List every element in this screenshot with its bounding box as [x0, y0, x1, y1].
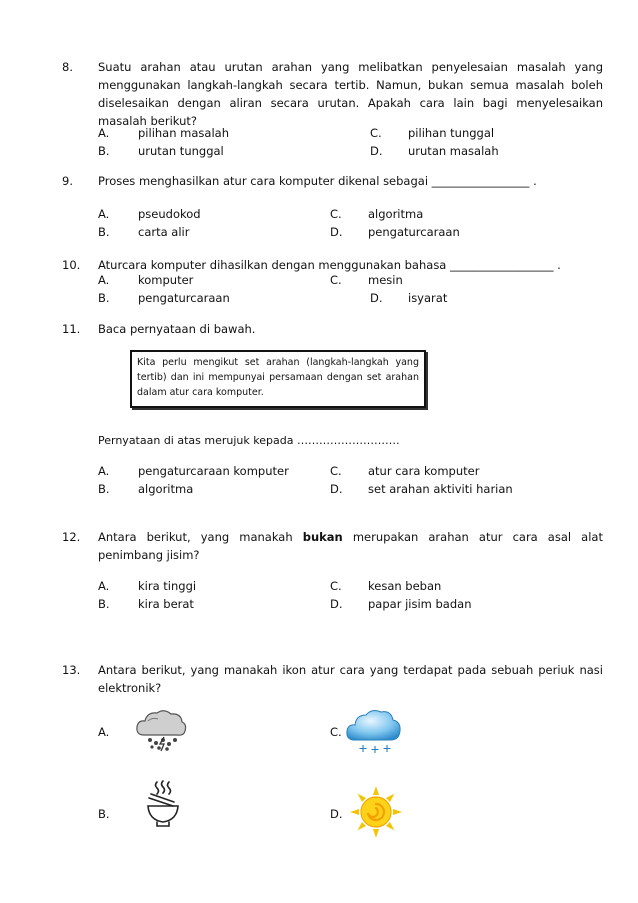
option-text: kira tinggi: [138, 579, 197, 593]
option-letter: B.: [98, 597, 110, 611]
question-prompt: Pernyataan di atas merujuk kepada ……………………….: [98, 434, 400, 447]
option-letter: C.: [330, 207, 342, 221]
question-number: 12.: [62, 530, 81, 544]
option-letter: C.: [330, 579, 342, 593]
question-number: 8.: [62, 60, 73, 74]
option-text: pengaturcaraan komputer: [138, 464, 289, 478]
option-letter: C.: [330, 464, 342, 478]
storm-cloud-icon: [134, 707, 188, 753]
option-letter: C.: [330, 273, 342, 287]
option-text: carta alir: [138, 225, 190, 239]
option-letter: A.: [98, 464, 110, 478]
question-text: Suatu arahan atau urutan arahan yang melibatkan penyelesaian masalah yang menggunakan langkah-langkah secara tertib. Namun, bukan semua masalah boleh diselesaikan dengan aliran secara urutan. Apakah cara lain bagi menyelesaikan masalah berikut?: [98, 60, 603, 128]
option-text: pilihan masalah: [138, 126, 229, 140]
option-text: set arahan aktiviti harian: [368, 482, 513, 496]
option-letter: D.: [370, 144, 383, 158]
option-text: urutan tunggal: [138, 144, 224, 158]
option-text: komputer: [138, 273, 194, 287]
rice-bowl-icon: [143, 780, 183, 828]
option-letter: C.: [370, 126, 382, 140]
option-letter: B.: [98, 225, 110, 239]
option-letter: B.: [98, 144, 110, 158]
option-text: algoritma: [368, 207, 424, 221]
option-letter: A.: [98, 725, 110, 739]
option-letter: C.: [330, 725, 342, 739]
snow-cloud-icon: [345, 706, 403, 756]
option-text: atur cara komputer: [368, 464, 480, 478]
question-text: Aturcara komputer dihasilkan dengan menggunakan bahasa __________________ .: [98, 258, 561, 272]
option-text: pseudokod: [138, 207, 201, 221]
question-text-part: Antara berikut, yang manakah: [98, 530, 293, 544]
option-letter: A.: [98, 126, 110, 140]
option-letter: A.: [98, 207, 110, 221]
question-text-part: merupakan arahan atur cara asal alat penimbang jisim?: [98, 530, 603, 562]
option-letter: D.: [370, 291, 383, 305]
option-letter: B.: [98, 807, 110, 821]
option-letter: A.: [98, 273, 110, 287]
question-number: 9.: [62, 174, 73, 188]
option-text: urutan masalah: [408, 144, 499, 158]
question-number: 11.: [62, 322, 81, 336]
question-text: Antara berikut, yang manakah ikon atur cara yang terdapat pada sebuah periuk nasi elektronik?: [98, 663, 603, 695]
statement-box: Kita perlu mengikut set arahan (langkah-langkah yang tertib) dan ini mempunyai persamaan dengan set arahan dalam atur cara komputer.: [130, 350, 426, 408]
emphasis-word: bukan: [302, 530, 343, 544]
option-letter: B.: [98, 291, 110, 305]
option-letter: D.: [330, 807, 343, 821]
question-text: [98, 528, 603, 564]
option-letter: B.: [98, 482, 110, 496]
question-number: 13.: [62, 663, 81, 677]
option-letter: D.: [330, 225, 343, 239]
option-text: kesan beban: [368, 579, 442, 593]
option-text: isyarat: [408, 291, 448, 305]
option-text: kira berat: [138, 597, 194, 611]
option-letter: A.: [98, 579, 110, 593]
option-text: mesin: [368, 273, 403, 287]
option-letter: D.: [330, 597, 343, 611]
question-text: Baca pernyataan di bawah.: [98, 322, 256, 336]
sun-icon: [350, 786, 402, 838]
option-text: algoritma: [138, 482, 194, 496]
question-number: 10.: [62, 258, 81, 272]
option-text: papar jisim badan: [368, 597, 472, 611]
option-text: pengaturcaraan: [138, 291, 230, 305]
question-text: Proses menghasilkan atur cara komputer dikenal sebagai _________________ .: [98, 174, 537, 188]
option-text: pilihan tunggal: [408, 126, 495, 140]
option-letter: D.: [330, 482, 343, 496]
option-text: pengaturcaraan: [368, 225, 460, 239]
